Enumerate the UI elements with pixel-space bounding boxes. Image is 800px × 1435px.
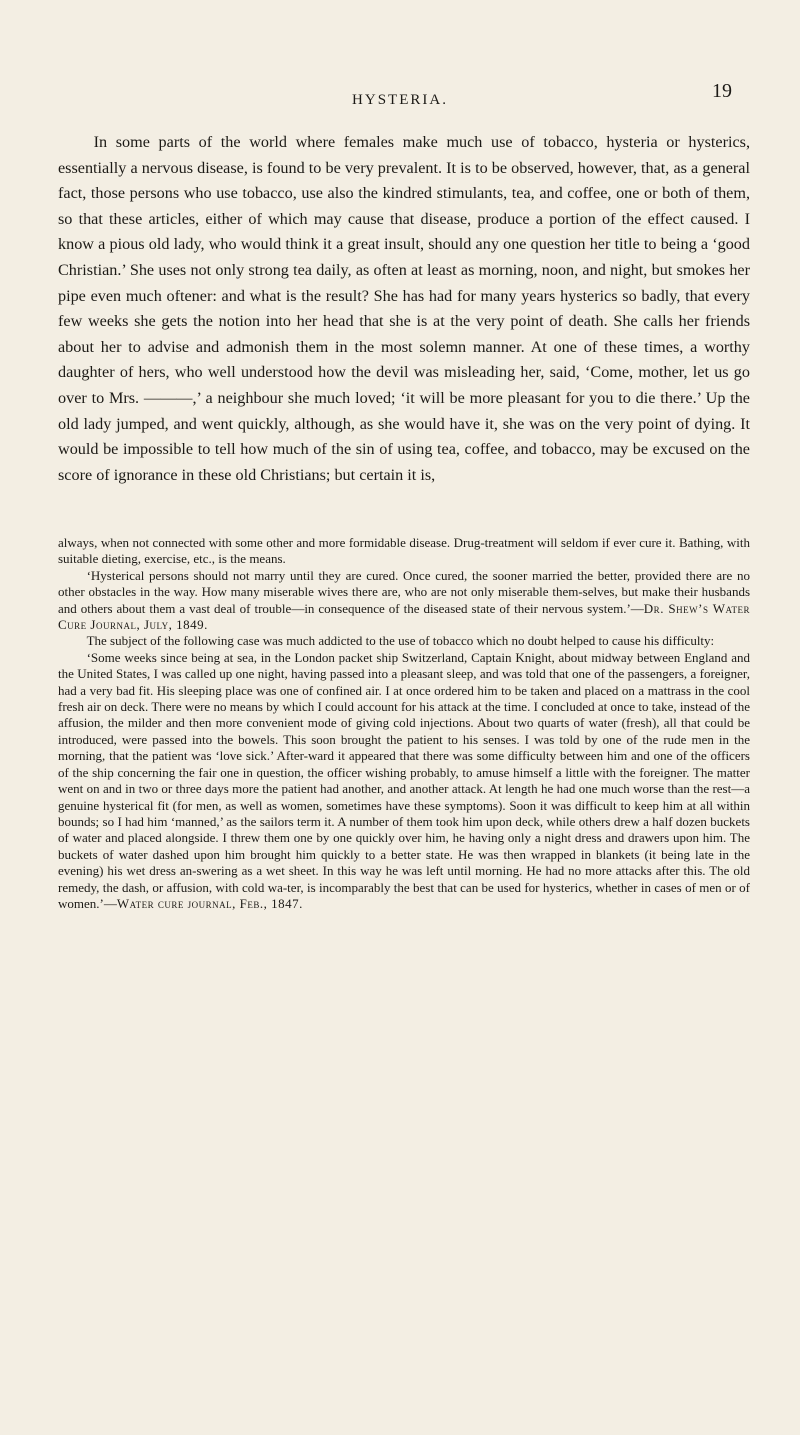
paragraph-case-intro: The subject of the following case was much addicted to the use of tobacco which no doubt helped to cause his difficulty: bbox=[86, 633, 715, 649]
paragraph-case-quote bbox=[58, 650, 750, 913]
quote-source: Dr. Shew’s Water Cure Journal, July, 1849. bbox=[58, 600, 751, 633]
paragraph-continuation: always, when not connected with some other and more formidable disease. Drug-treatment will seldom if ever cure it. Bathing, with suitable dieting, exercise, etc., is the means. bbox=[58, 535, 750, 567]
case-source: Water cure journal, Feb., 1847. bbox=[116, 895, 303, 911]
main-text-small bbox=[58, 535, 750, 912]
paragraph-tobacco-hysteria: In some parts of the world where females make much use of tobacco, hysteria or hysterics, essentially a nervous disease, is found to be very prevalent. It is to be observed, however, that, as a general fact, those persons who use tobacco, use also the kindred stimulants, tea, and coffee, one or both of them, so that these articles, either of which may cause that disease, produce a portion of the effect caused. I know a pious old lady, who would think it a great insult, should any one question her title to being a ‘good Christian.’ She uses not only strong tea daily, as often at least as morning, noon, and night, but smokes her pipe even much oftener: and what is the result? She has had for many years hysterics so badly, that every few weeks she gets the notion into her head that she is at the very point of death. She calls her friends about her to advise and admonish them in the most solemn manner. At one of these times, a worthy daughter of hers, who well understood how the devil was misleading her, said, ‘Come, mother, let us go over to Mrs. ———,’ a neighbour she much loved; ‘it will be more pleasant for you to die there.’ Up the old lady jumped, and went quickly, although, as she would have it, she was on the very point of dying. It would be impossible to tell how much of the sin of using tea, coffee, and tobacco, may be excused on the score of ignorance in these old Christians; but certain it is, bbox=[58, 133, 750, 484]
quote-text: ‘Hysterical persons should not marry until they are cured. Once cured, the sooner married the better, provided there are no other obstacles in the way. How many miserable wives there are, who are not only miserable them-selves, but make their husbands and others about them a vast deal of trouble—in consequence of the diseased state of their nervous system.’— bbox=[58, 567, 750, 616]
paragraph-quote-shew bbox=[58, 568, 750, 634]
running-head: HYSTERIA. bbox=[352, 92, 448, 108]
case-text: ‘Some weeks since being at sea, in the London packet ship Switzerland, Captain Knight, about midway between England and the United States, I was called up one night, having passed into a pleasant sleep, and was told that one of the passengers, a foreigner, had a very bad fit. His sleeping place was one of confined air. I at once ordered him to be taken and placed on a mattrass in the cool fresh air on deck. There were no means by which I could account for his attack at the time. I concluded at once to take, instead of the affusion, the milder and then more convenient mode of giving cold injections. About two quarts of water (fresh), all that could be introduced, were passed into the bowels. This soon brought the patient to his senses. I was told by one of the rude men in the morning, that the patient was ‘love sick.’ After-ward it appeared that there was some difficulty between him and one of the officers of the ship concerning the fair one in question, the officer wishing probably, to amuse himself a little with the foreigner. The matter went on and in two or three days more the patient had another, and another attack. At length he had one much worse than the rest—a genuine hysterical fit (for men, as well as women, sometimes have these symptoms). Soon it was difficult to keep him at all within bounds; so I had him ‘manned,’ as the sailors term it. A number of them took him upon deck, while others drew a half dozen buckets of water and placed alongside. I threw them one by one quickly over him, he having only a night dress and drawers upon him. The buckets of water dashed upon him brought him quickly to a better state. He was then wrapped in blankets (it being late in the evening) his wet dress an-swering as a wet sheet. In this way he was left until morning. He had no more attacks after this. The old remedy, the dash, or affusion, with cold wa-ter, is incomparably the best that can be used for hysterics, whether in cases of men or of women.’— bbox=[58, 649, 750, 911]
main-text-large bbox=[58, 130, 750, 488]
page-number: 19 bbox=[712, 80, 732, 102]
